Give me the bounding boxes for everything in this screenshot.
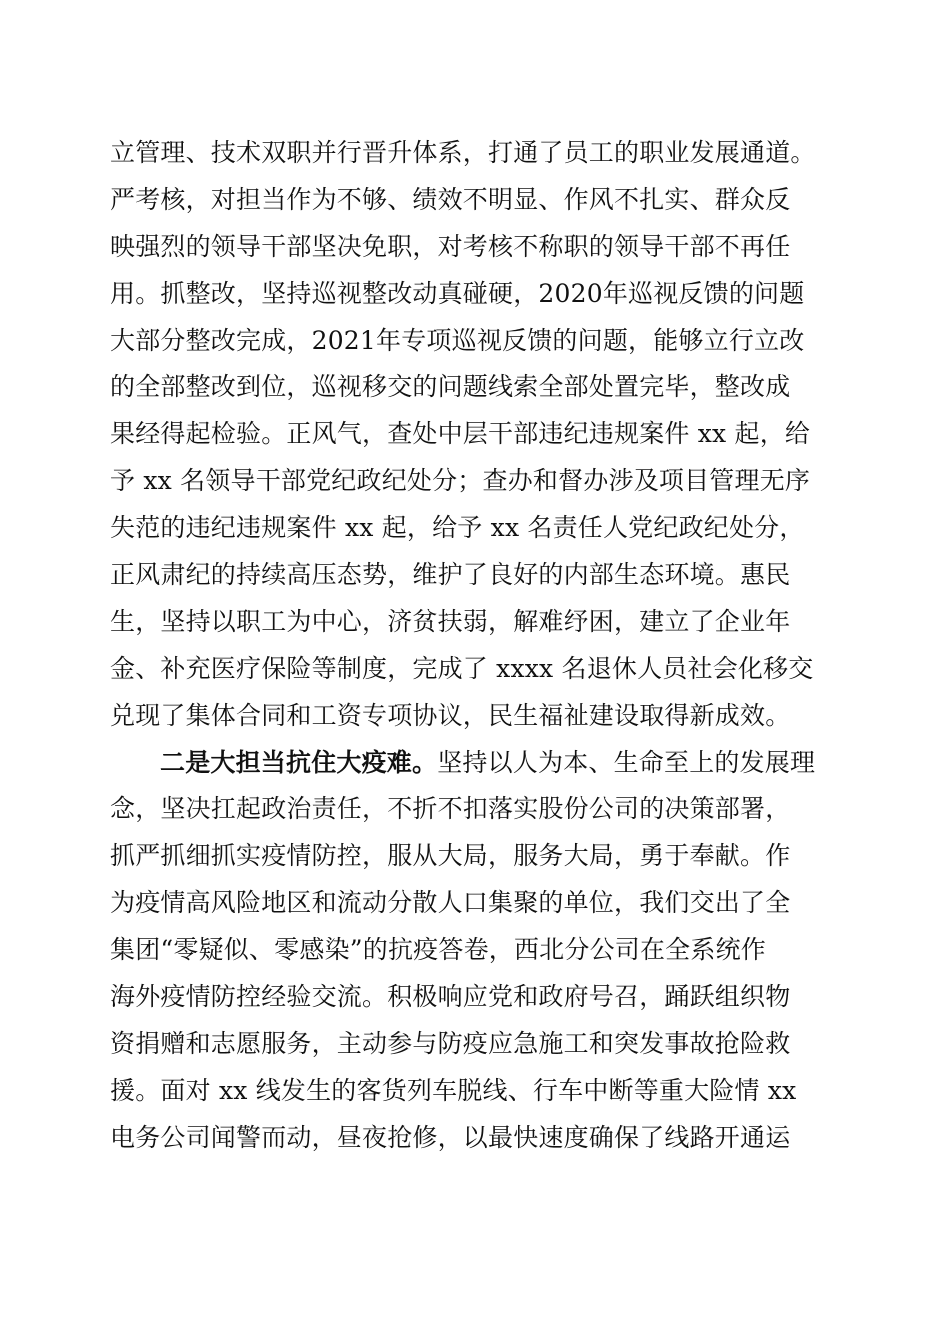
text-line: 海外疫情防控经验交流。积极响应党和政府号召，踊跃组织物 <box>110 982 791 1012</box>
text-line: 为疫情高风险地区和流动分散人口集聚的单位，我们交出了全 <box>110 888 791 918</box>
text-line: 正风肃纪的持续高压态势，维护了良好的内部生态环境。惠民 <box>110 560 791 590</box>
text-line: 严考核，对担当作为不够、绩效不明显、作风不扎实、群众反 <box>110 184 791 214</box>
text-line: 念，坚决扛起政治责任，不折不扣落实股份公司的决策部署， <box>110 794 791 824</box>
text-line: 予 xx 名领导干部党纪政纪处分；查办和督办涉及项目管理无序 <box>110 466 811 496</box>
text-line: 兑现了集体合同和工资专项协议，民生福祉建设取得新成效。 <box>110 700 791 730</box>
text-line: 映强烈的领导干部坚决免职，对考核不称职的领导干部不再任 <box>110 231 791 261</box>
paragraph-2 <box>110 740 850 1162</box>
text-line: 失范的违纪违规案件 xx 起，给予 xx 名责任人党纪政纪处分， <box>110 513 805 543</box>
document-body <box>110 130 850 1162</box>
paragraph-heading: 二是大担当抗住大疫难。 <box>160 747 438 777</box>
paragraph-1 <box>110 130 850 740</box>
text-line: 集团“零疑似、零感染”的抗疫答卷，西北分公司在全系统作 <box>110 935 766 965</box>
text-line: 援。面对 xx 线发生的客货列车脱线、行车中断等重大险情 xx <box>110 1075 797 1105</box>
text-line: 资捐赠和志愿服务，主动参与防疫应急施工和突发事故抢险救 <box>110 1028 791 1058</box>
text-line: 果经得起检验。正风气，查处中层干部违纪违规案件 xx 起，给 <box>110 419 811 449</box>
text-line: 金、补充医疗保险等制度，完成了 xxxx 名退休人员社会化移交 <box>110 653 814 683</box>
text-line: 用。抓整改，坚持巡视整改动真碰硬，2020年巡视反馈的问题 <box>110 278 805 308</box>
text-line: 立管理、技术双职并行晋升体系，打通了员工的职业发展通道。 <box>110 138 816 167</box>
text-line: 的全部整改到位，巡视移交的问题线索全部处置完毕，整改成 <box>110 372 791 402</box>
paragraph-2-first-line-text: 坚持以人为本、生命至上的发展理 <box>437 747 816 777</box>
text-line: 抓严抓细抓实疫情防控，服从大局，服务大局，勇于奉献。作 <box>110 841 791 871</box>
text-line: 大部分整改完成，2021年专项巡视反馈的问题，能够立行立改 <box>110 325 805 355</box>
text-line: 电务公司闻警而动，昼夜抢修，以最快速度确保了线路开通运 <box>110 1122 791 1152</box>
paragraph-2-first-line <box>110 740 850 787</box>
text-line: 生，坚持以职工为中心，济贫扶弱，解难纾困，建立了企业年 <box>110 606 791 636</box>
